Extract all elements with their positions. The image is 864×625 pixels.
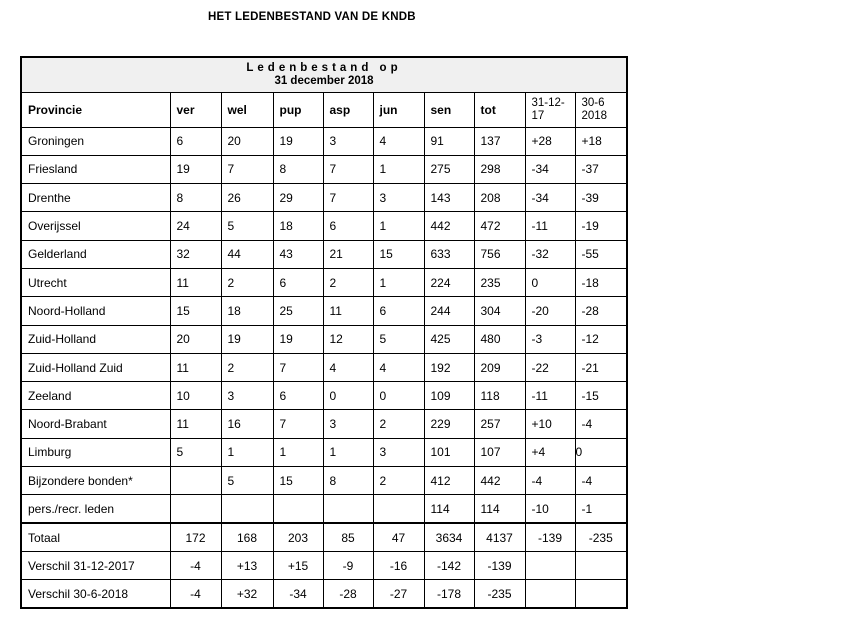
- cell-pup: [273, 495, 323, 523]
- cell-jun: 0: [373, 382, 424, 410]
- cell-diff-30-6-2018: [575, 551, 627, 579]
- cell-sen: 275: [424, 155, 474, 183]
- cell-ver: 19: [170, 155, 221, 183]
- header-asp: asp: [323, 92, 373, 127]
- table-row: [21, 382, 627, 410]
- header-wel: wel: [221, 92, 273, 127]
- cell-diff-31-12-17: -11: [525, 212, 575, 240]
- cell-jun: 2: [373, 410, 424, 438]
- cell-tot: 107: [474, 438, 525, 466]
- cell-asp: 3: [323, 127, 373, 155]
- cell-asp: -28: [323, 580, 373, 608]
- cell-ver: 10: [170, 382, 221, 410]
- cell-jun: -27: [373, 580, 424, 608]
- cell-sen: 224: [424, 268, 474, 296]
- table-row: [21, 268, 627, 296]
- table-row: [21, 325, 627, 353]
- cell-asp: [323, 495, 373, 523]
- cell-diff-30-6-2018: -4: [575, 467, 627, 495]
- cell-diff-30-6-2018: -235: [575, 523, 627, 551]
- table-row: [21, 467, 627, 495]
- cell-wel: 168: [221, 523, 273, 551]
- cell-provincie: Bijzondere bonden*: [21, 467, 170, 495]
- cell-tot: 118: [474, 382, 525, 410]
- cell-asp: 12: [323, 325, 373, 353]
- header-sen: sen: [424, 92, 474, 127]
- cell-jun: 1: [373, 268, 424, 296]
- cell-jun: 3: [373, 184, 424, 212]
- cell-sen: 114: [424, 495, 474, 523]
- cell-diff-30-6-2018: -37: [575, 155, 627, 183]
- cell-sen: 442: [424, 212, 474, 240]
- cell-diff-30-6-2018: -39: [575, 184, 627, 212]
- table-row: [21, 297, 627, 325]
- cell-jun: [373, 495, 424, 523]
- cell-ver: 32: [170, 240, 221, 268]
- cell-sen: 244: [424, 297, 474, 325]
- table-row: [21, 155, 627, 183]
- cell-asp: 11: [323, 297, 373, 325]
- cell-tot: 442: [474, 467, 525, 495]
- cell-tot: 304: [474, 297, 525, 325]
- cell-diff-31-12-17: 0: [525, 268, 575, 296]
- cell-ver: 11: [170, 268, 221, 296]
- cell-jun: 15: [373, 240, 424, 268]
- table-row: [21, 127, 627, 155]
- cell-pup: 203: [273, 523, 323, 551]
- table-row: [21, 240, 627, 268]
- table-row: [21, 410, 627, 438]
- cell-ver: 6: [170, 127, 221, 155]
- cell-sen: 192: [424, 353, 474, 381]
- cell-pup: +15: [273, 551, 323, 579]
- cell-tot: 4137: [474, 523, 525, 551]
- cell-pup: 29: [273, 184, 323, 212]
- cell-tot: 472: [474, 212, 525, 240]
- header-ver: ver: [170, 92, 221, 127]
- header-provincie: Provincie: [21, 92, 170, 127]
- cell-wel: 16: [221, 410, 273, 438]
- cell-asp: 0: [323, 382, 373, 410]
- cell-provincie: pers./recr. leden: [21, 495, 170, 523]
- totals-row: [21, 523, 627, 551]
- cell-wel: 26: [221, 184, 273, 212]
- table-row: [21, 495, 627, 523]
- cell-sen: 229: [424, 410, 474, 438]
- cell-diff-31-12-17: [525, 551, 575, 579]
- cell-diff-31-12-17: -22: [525, 353, 575, 381]
- cell-diff-31-12-17: -4: [525, 467, 575, 495]
- cell-diff-31-12-17: -32: [525, 240, 575, 268]
- cell-ver: 11: [170, 353, 221, 381]
- cell-pup: 7: [273, 410, 323, 438]
- cell-pup: 18: [273, 212, 323, 240]
- cell-jun: 4: [373, 127, 424, 155]
- cell-wel: 19: [221, 325, 273, 353]
- cell-asp: 8: [323, 467, 373, 495]
- cell-provincie: Overijssel: [21, 212, 170, 240]
- cell-wel: [221, 495, 273, 523]
- cell-diff-30-6-2018: -18: [575, 268, 627, 296]
- cell-sen: 101: [424, 438, 474, 466]
- cell-jun: 1: [373, 155, 424, 183]
- cell-wel: 18: [221, 297, 273, 325]
- cell-tot: -139: [474, 551, 525, 579]
- cell-diff-31-12-17: -139: [525, 523, 575, 551]
- cell-pup: 43: [273, 240, 323, 268]
- cell-tot: 298: [474, 155, 525, 183]
- cell-ver: [170, 467, 221, 495]
- banner-title: Ledenbestand op: [246, 61, 402, 74]
- cell-diff-30-6-2018: -12: [575, 325, 627, 353]
- cell-provincie: Utrecht: [21, 268, 170, 296]
- cell-diff-30-6-2018: -4: [575, 410, 627, 438]
- cell-wel: 5: [221, 467, 273, 495]
- cell-ver: 8: [170, 184, 221, 212]
- cell-jun: 6: [373, 297, 424, 325]
- totals-row: [21, 551, 627, 579]
- cell-wel: 2: [221, 268, 273, 296]
- cell-provincie: Groningen: [21, 127, 170, 155]
- cell-diff-30-6-2018: [575, 580, 627, 608]
- cell-diff-31-12-17: -10: [525, 495, 575, 523]
- cell-diff-31-12-17: -20: [525, 297, 575, 325]
- cell-diff-31-12-17: +4: [525, 438, 575, 466]
- membership-table: [20, 56, 628, 609]
- cell-diff-30-6-2018: -19: [575, 212, 627, 240]
- table-row: [21, 184, 627, 212]
- header-row: [21, 92, 627, 127]
- cell-wel: 1: [221, 438, 273, 466]
- cell-diff-31-12-17: -34: [525, 184, 575, 212]
- cell-asp: -9: [323, 551, 373, 579]
- cell-pup: 19: [273, 325, 323, 353]
- cell-sen: 109: [424, 382, 474, 410]
- cell-sen: 143: [424, 184, 474, 212]
- cell-asp: 6: [323, 212, 373, 240]
- cell-pup: -34: [273, 580, 323, 608]
- cell-pup: 6: [273, 268, 323, 296]
- cell-asp: 3: [323, 410, 373, 438]
- cell-provincie: Gelderland: [21, 240, 170, 268]
- cell-jun: 5: [373, 325, 424, 353]
- cell-jun: 2: [373, 467, 424, 495]
- table-body: [21, 127, 627, 523]
- cell-ver: -4: [170, 551, 221, 579]
- cell-diff-30-6-2018: -55: [575, 240, 627, 268]
- cell-provincie: Noord-Brabant: [21, 410, 170, 438]
- cell-diff-30-6-2018: 0: [575, 438, 627, 466]
- cell-sen: 425: [424, 325, 474, 353]
- cell-pup: 6: [273, 382, 323, 410]
- cell-asp: 2: [323, 268, 373, 296]
- cell-tot: -235: [474, 580, 525, 608]
- header-diff-30-6-2018: 30-6 2018: [575, 92, 627, 127]
- cell-sen: 633: [424, 240, 474, 268]
- cell-provincie: Verschil 30-6-2018: [21, 580, 170, 608]
- cell-provincie: Zuid-Holland Zuid: [21, 353, 170, 381]
- cell-provincie: Verschil 31-12-2017: [21, 551, 170, 579]
- cell-sen: 412: [424, 467, 474, 495]
- table-totals: [21, 523, 627, 608]
- table-row: [21, 212, 627, 240]
- cell-jun: 1: [373, 212, 424, 240]
- cell-ver: [170, 495, 221, 523]
- cell-asp: 21: [323, 240, 373, 268]
- cell-wel: 20: [221, 127, 273, 155]
- cell-pup: 8: [273, 155, 323, 183]
- cell-wel: 3: [221, 382, 273, 410]
- cell-wel: 44: [221, 240, 273, 268]
- cell-diff-30-6-2018: -28: [575, 297, 627, 325]
- cell-ver: 5: [170, 438, 221, 466]
- cell-ver: 172: [170, 523, 221, 551]
- cell-provincie: Drenthe: [21, 184, 170, 212]
- cell-ver: 24: [170, 212, 221, 240]
- cell-asp: 85: [323, 523, 373, 551]
- cell-asp: 1: [323, 438, 373, 466]
- banner-row: [21, 57, 627, 92]
- cell-ver: 11: [170, 410, 221, 438]
- cell-tot: 208: [474, 184, 525, 212]
- cell-asp: 7: [323, 184, 373, 212]
- header-tot: tot: [474, 92, 525, 127]
- cell-pup: 7: [273, 353, 323, 381]
- cell-tot: 137: [474, 127, 525, 155]
- cell-ver: 20: [170, 325, 221, 353]
- cell-jun: 3: [373, 438, 424, 466]
- cell-tot: 756: [474, 240, 525, 268]
- document-title: HET LEDENBESTAND VAN DE KNDB: [208, 11, 416, 23]
- cell-wel: 5: [221, 212, 273, 240]
- cell-pup: 19: [273, 127, 323, 155]
- cell-asp: 7: [323, 155, 373, 183]
- cell-diff-31-12-17: -3: [525, 325, 575, 353]
- cell-provincie: Zeeland: [21, 382, 170, 410]
- cell-diff-30-6-2018: +18: [575, 127, 627, 155]
- cell-provincie: Noord-Holland: [21, 297, 170, 325]
- table-row: [21, 438, 627, 466]
- cell-ver: 15: [170, 297, 221, 325]
- cell-asp: 4: [323, 353, 373, 381]
- cell-diff-31-12-17: -11: [525, 382, 575, 410]
- cell-diff-31-12-17: -34: [525, 155, 575, 183]
- cell-pup: 15: [273, 467, 323, 495]
- cell-sen: -178: [424, 580, 474, 608]
- header-pup: pup: [273, 92, 323, 127]
- cell-sen: 3634: [424, 523, 474, 551]
- cell-diff-30-6-2018: -15: [575, 382, 627, 410]
- cell-pup: 1: [273, 438, 323, 466]
- cell-sen: -142: [424, 551, 474, 579]
- cell-tot: 480: [474, 325, 525, 353]
- cell-diff-31-12-17: +10: [525, 410, 575, 438]
- table-row: [21, 353, 627, 381]
- cell-ver: -4: [170, 580, 221, 608]
- cell-tot: 257: [474, 410, 525, 438]
- banner-date: 31 december 2018: [274, 74, 374, 87]
- cell-wel: 7: [221, 155, 273, 183]
- cell-diff-31-12-17: [525, 580, 575, 608]
- cell-tot: 209: [474, 353, 525, 381]
- cell-wel: +32: [221, 580, 273, 608]
- cell-jun: 4: [373, 353, 424, 381]
- cell-provincie: Friesland: [21, 155, 170, 183]
- cell-jun: -16: [373, 551, 424, 579]
- cell-tot: 114: [474, 495, 525, 523]
- cell-diff-31-12-17: +28: [525, 127, 575, 155]
- cell-wel: 2: [221, 353, 273, 381]
- totals-row: [21, 580, 627, 608]
- cell-provincie: Limburg: [21, 438, 170, 466]
- cell-jun: 47: [373, 523, 424, 551]
- cell-provincie: Zuid-Holland: [21, 325, 170, 353]
- cell-pup: 25: [273, 297, 323, 325]
- cell-sen: 91: [424, 127, 474, 155]
- cell-diff-30-6-2018: -21: [575, 353, 627, 381]
- cell-diff-30-6-2018: -1: [575, 495, 627, 523]
- cell-provincie: Totaal: [21, 523, 170, 551]
- cell-wel: +13: [221, 551, 273, 579]
- header-jun: jun: [373, 92, 424, 127]
- header-diff-31-12-17: 31-12-17: [525, 92, 575, 127]
- cell-tot: 235: [474, 268, 525, 296]
- table-banner: [21, 57, 627, 92]
